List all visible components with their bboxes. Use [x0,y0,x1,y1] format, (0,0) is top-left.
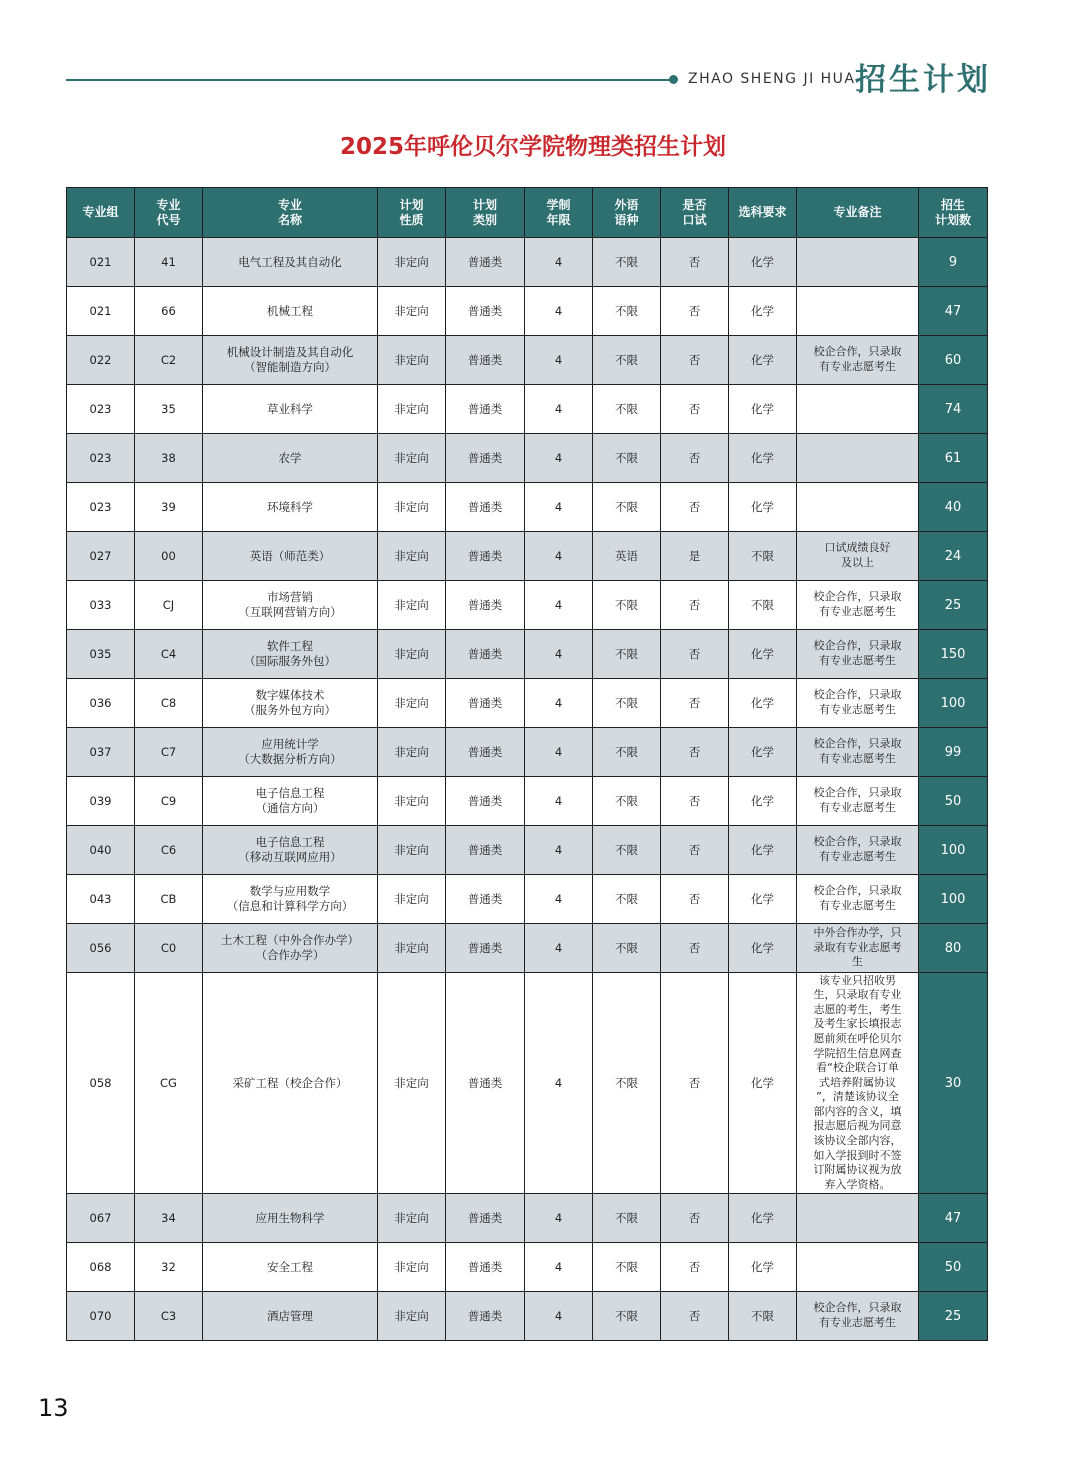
cell-plan-nature: 非定向 [378,777,446,826]
cell-notes [797,287,919,336]
cell-plan-type: 普通类 [446,728,525,777]
col-header-code: 专业 代号 [135,188,203,238]
cell-subject-req: 化学 [729,385,797,434]
cell-major: 应用生物科学 [203,1194,378,1243]
cell-major: 机械工程 [203,287,378,336]
cell-subject-req: 化学 [729,434,797,483]
cell-notes: 校企合作，只录取 有专业志愿考生 [797,826,919,875]
cell-language: 不限 [593,630,661,679]
table-row [67,875,988,924]
cell-plan-nature: 非定向 [378,826,446,875]
cell-code: C7 [135,728,203,777]
cell-plan-nature: 非定向 [378,1243,446,1292]
cell-quota: 47 [919,1194,988,1243]
cell-plan-type: 普通类 [446,385,525,434]
cell-notes: 口试成绩良好 及以上 [797,532,919,581]
cell-group: 040 [67,826,135,875]
table-row [67,630,988,679]
cell-oral-test: 否 [661,483,729,532]
cell-duration: 4 [525,581,593,630]
cell-oral-test: 否 [661,434,729,483]
cell-duration: 4 [525,238,593,287]
cell-notes: 校企合作，只录取 有专业志愿考生 [797,581,919,630]
cell-code: C4 [135,630,203,679]
col-header-notes: 专业备注 [797,188,919,238]
cell-code: CJ [135,581,203,630]
cell-quota: 47 [919,287,988,336]
cell-language: 不限 [593,924,661,973]
cell-major: 环境科学 [203,483,378,532]
cell-duration: 4 [525,1194,593,1243]
cell-language: 不限 [593,777,661,826]
cell-language: 不限 [593,434,661,483]
cell-quota: 100 [919,679,988,728]
cell-plan-nature: 非定向 [378,581,446,630]
table-row [67,483,988,532]
cell-notes: 校企合作，只录取 有专业志愿考生 [797,1292,919,1341]
table-row [67,385,988,434]
cell-group: 058 [67,973,135,1194]
cell-major: 电子信息工程 （通信方向） [203,777,378,826]
cell-code: 38 [135,434,203,483]
cell-notes [797,483,919,532]
cell-quota: 9 [919,238,988,287]
cell-group: 039 [67,777,135,826]
table-row [67,679,988,728]
col-header-plan-nature: 计划 性质 [378,188,446,238]
cell-language: 不限 [593,385,661,434]
cell-quota: 40 [919,483,988,532]
cell-quota: 60 [919,336,988,385]
cell-major: 应用统计学 （大数据分析方向） [203,728,378,777]
cell-duration: 4 [525,777,593,826]
cell-plan-type: 普通类 [446,630,525,679]
cell-subject-req: 化学 [729,1243,797,1292]
cell-notes: 校企合作，只录取 有专业志愿考生 [797,875,919,924]
cell-oral-test: 否 [661,875,729,924]
cell-oral-test: 否 [661,287,729,336]
cell-major: 电气工程及其自动化 [203,238,378,287]
cell-oral-test: 否 [661,1292,729,1341]
page-number: 13 [38,1394,69,1422]
cell-plan-nature: 非定向 [378,630,446,679]
cell-oral-test: 否 [661,630,729,679]
cell-oral-test: 否 [661,1243,729,1292]
cell-group: 037 [67,728,135,777]
cell-group: 033 [67,581,135,630]
cell-notes [797,1194,919,1243]
cell-code: 00 [135,532,203,581]
cell-group: 036 [67,679,135,728]
cell-quota: 30 [919,973,988,1194]
cell-major: 电子信息工程 （移动互联网应用） [203,826,378,875]
cell-plan-type: 普通类 [446,679,525,728]
header-rule-dot [669,75,678,84]
cell-group: 021 [67,238,135,287]
cell-plan-type: 普通类 [446,826,525,875]
table-row [67,777,988,826]
cell-major: 机械设计制造及其自动化 （智能制造方向） [203,336,378,385]
cell-oral-test: 否 [661,385,729,434]
cell-plan-nature: 非定向 [378,1194,446,1243]
cell-subject-req: 化学 [729,238,797,287]
cell-oral-test: 否 [661,1194,729,1243]
cell-quota: 100 [919,826,988,875]
cell-major: 草业科学 [203,385,378,434]
cell-subject-req: 不限 [729,1292,797,1341]
cell-language: 不限 [593,875,661,924]
cell-code: 32 [135,1243,203,1292]
cell-notes [797,238,919,287]
cell-oral-test: 否 [661,238,729,287]
cell-quota: 80 [919,924,988,973]
table-row [67,1194,988,1243]
cell-plan-nature: 非定向 [378,924,446,973]
cell-group: 068 [67,1243,135,1292]
cell-notes: 校企合作，只录取 有专业志愿考生 [797,728,919,777]
cell-code: C2 [135,336,203,385]
cell-oral-test: 否 [661,924,729,973]
cell-plan-type: 普通类 [446,287,525,336]
cell-quota: 74 [919,385,988,434]
cell-plan-type: 普通类 [446,434,525,483]
cell-plan-nature: 非定向 [378,336,446,385]
cell-plan-type: 普通类 [446,1194,525,1243]
cell-major: 酒店管理 [203,1292,378,1341]
cell-code: C0 [135,924,203,973]
cell-code: 39 [135,483,203,532]
cell-oral-test: 是 [661,532,729,581]
header-section-title: 招生计划 [855,62,991,98]
cell-plan-nature: 非定向 [378,875,446,924]
cell-subject-req: 化学 [729,875,797,924]
cell-duration: 4 [525,924,593,973]
col-header-quota: 招生 计划数 [919,188,988,238]
cell-notes [797,385,919,434]
cell-notes: 该专业只招收男 生，只录取有专业 志愿的考生，考生 及考生家长填报志 愿前须在呼伦贝尔 学院招生信息网查 看“校企联合订单 式培养附属协议 ”，清楚该协议全 部内容的含义，填 报志愿后视为同意 该协议全部内容， 如入学报到时不签 订附属协议视为放 弃入学资格。 [797,973,919,1194]
cell-notes: 校企合作，只录取 有专业志愿考生 [797,630,919,679]
cell-major: 数学与应用数学 （信息和计算科学方向） [203,875,378,924]
table-row [67,581,988,630]
cell-plan-type: 普通类 [446,924,525,973]
table-header-row [67,188,988,238]
cell-duration: 4 [525,1243,593,1292]
cell-duration: 4 [525,1292,593,1341]
cell-major: 市场营销 （互联网营销方向） [203,581,378,630]
cell-language: 不限 [593,728,661,777]
cell-major: 安全工程 [203,1243,378,1292]
cell-duration: 4 [525,532,593,581]
cell-plan-nature: 非定向 [378,532,446,581]
cell-major: 英语（师范类） [203,532,378,581]
cell-oral-test: 否 [661,728,729,777]
cell-subject-req: 化学 [729,679,797,728]
cell-group: 070 [67,1292,135,1341]
table-row [67,728,988,777]
cell-group: 056 [67,924,135,973]
cell-duration: 4 [525,385,593,434]
cell-code: C9 [135,777,203,826]
cell-code: 41 [135,238,203,287]
cell-oral-test: 否 [661,581,729,630]
cell-language: 不限 [593,238,661,287]
cell-quota: 25 [919,1292,988,1341]
cell-language: 不限 [593,826,661,875]
cell-plan-nature: 非定向 [378,1292,446,1341]
col-header-major: 专业 名称 [203,188,378,238]
table-row [67,973,988,1194]
col-header-subject-req: 选科要求 [729,188,797,238]
cell-plan-nature: 非定向 [378,385,446,434]
cell-group: 067 [67,1194,135,1243]
header-rule [66,79,672,81]
cell-group: 035 [67,630,135,679]
cell-oral-test: 否 [661,679,729,728]
cell-code: C6 [135,826,203,875]
cell-quota: 24 [919,532,988,581]
cell-quota: 25 [919,581,988,630]
cell-duration: 4 [525,336,593,385]
table-row [67,924,988,973]
cell-duration: 4 [525,483,593,532]
cell-quota: 150 [919,630,988,679]
cell-plan-type: 普通类 [446,875,525,924]
cell-quota: 50 [919,777,988,826]
cell-group: 023 [67,385,135,434]
cell-duration: 4 [525,728,593,777]
cell-plan-type: 普通类 [446,1292,525,1341]
cell-language: 英语 [593,532,661,581]
cell-language: 不限 [593,336,661,385]
cell-subject-req: 化学 [729,924,797,973]
cell-plan-type: 普通类 [446,238,525,287]
cell-oral-test: 否 [661,777,729,826]
cell-group: 023 [67,434,135,483]
cell-group: 027 [67,532,135,581]
table-row [67,238,988,287]
col-header-group: 专业组 [67,188,135,238]
cell-code: 35 [135,385,203,434]
cell-group: 023 [67,483,135,532]
cell-plan-nature: 非定向 [378,434,446,483]
cell-code: C3 [135,1292,203,1341]
cell-language: 不限 [593,581,661,630]
cell-duration: 4 [525,630,593,679]
cell-plan-type: 普通类 [446,973,525,1194]
cell-subject-req: 化学 [729,483,797,532]
cell-code: 66 [135,287,203,336]
cell-code: 34 [135,1194,203,1243]
table-body [67,238,988,1341]
cell-subject-req: 化学 [729,1194,797,1243]
col-header-oral-test: 是否 口试 [661,188,729,238]
cell-subject-req: 化学 [729,777,797,826]
cell-plan-type: 普通类 [446,483,525,532]
cell-plan-nature: 非定向 [378,679,446,728]
cell-duration: 4 [525,679,593,728]
cell-language: 不限 [593,483,661,532]
cell-language: 不限 [593,287,661,336]
cell-notes: 校企合作，只录取 有专业志愿考生 [797,679,919,728]
cell-subject-req: 化学 [729,826,797,875]
cell-group: 043 [67,875,135,924]
cell-group: 022 [67,336,135,385]
cell-duration: 4 [525,287,593,336]
table-row [67,1292,988,1341]
enrollment-plan-table [66,187,988,1341]
cell-subject-req: 化学 [729,728,797,777]
cell-quota: 61 [919,434,988,483]
cell-quota: 100 [919,875,988,924]
cell-quota: 50 [919,1243,988,1292]
cell-language: 不限 [593,1243,661,1292]
cell-subject-req: 化学 [729,336,797,385]
cell-code: CG [135,973,203,1194]
cell-plan-type: 普通类 [446,1243,525,1292]
cell-plan-type: 普通类 [446,581,525,630]
cell-notes: 中外合作办学，只 录取有专业志愿考 生 [797,924,919,973]
cell-notes [797,1243,919,1292]
cell-subject-req: 化学 [729,630,797,679]
cell-plan-type: 普通类 [446,336,525,385]
cell-duration: 4 [525,434,593,483]
cell-duration: 4 [525,973,593,1194]
cell-duration: 4 [525,826,593,875]
table-row [67,336,988,385]
cell-duration: 4 [525,875,593,924]
cell-major: 软件工程 （国际服务外包） [203,630,378,679]
cell-subject-req: 化学 [729,973,797,1194]
cell-oral-test: 否 [661,826,729,875]
cell-major: 数字媒体技术 （服务外包方向） [203,679,378,728]
table-row [67,287,988,336]
cell-notes: 校企合作，只录取 有专业志愿考生 [797,336,919,385]
cell-major: 农学 [203,434,378,483]
cell-major: 采矿工程（校企合作） [203,973,378,1194]
cell-plan-nature: 非定向 [378,973,446,1194]
cell-plan-nature: 非定向 [378,287,446,336]
cell-code: CB [135,875,203,924]
cell-notes: 校企合作，只录取 有专业志愿考生 [797,777,919,826]
table-row [67,434,988,483]
cell-quota: 99 [919,728,988,777]
col-header-plan-type: 计划 类别 [446,188,525,238]
cell-plan-type: 普通类 [446,532,525,581]
cell-subject-req: 不限 [729,532,797,581]
cell-plan-type: 普通类 [446,777,525,826]
cell-major: 土木工程（中外合作办学） （合作办学） [203,924,378,973]
cell-group: 021 [67,287,135,336]
table-row [67,826,988,875]
page-title: 2025年呼伦贝尔学院物理类招生计划 [339,134,726,160]
cell-plan-nature: 非定向 [378,483,446,532]
cell-language: 不限 [593,973,661,1194]
cell-language: 不限 [593,1194,661,1243]
table-row [67,1243,988,1292]
cell-plan-nature: 非定向 [378,728,446,777]
col-header-duration: 学制 年限 [525,188,593,238]
cell-oral-test: 否 [661,973,729,1194]
cell-subject-req: 化学 [729,287,797,336]
cell-plan-nature: 非定向 [378,238,446,287]
table-row [67,532,988,581]
cell-code: C8 [135,679,203,728]
cell-language: 不限 [593,1292,661,1341]
header-pinyin: ZHAO SHENG JI HUA [688,71,856,87]
cell-language: 不限 [593,679,661,728]
cell-subject-req: 不限 [729,581,797,630]
cell-notes [797,434,919,483]
col-header-language: 外语 语种 [593,188,661,238]
cell-oral-test: 否 [661,336,729,385]
